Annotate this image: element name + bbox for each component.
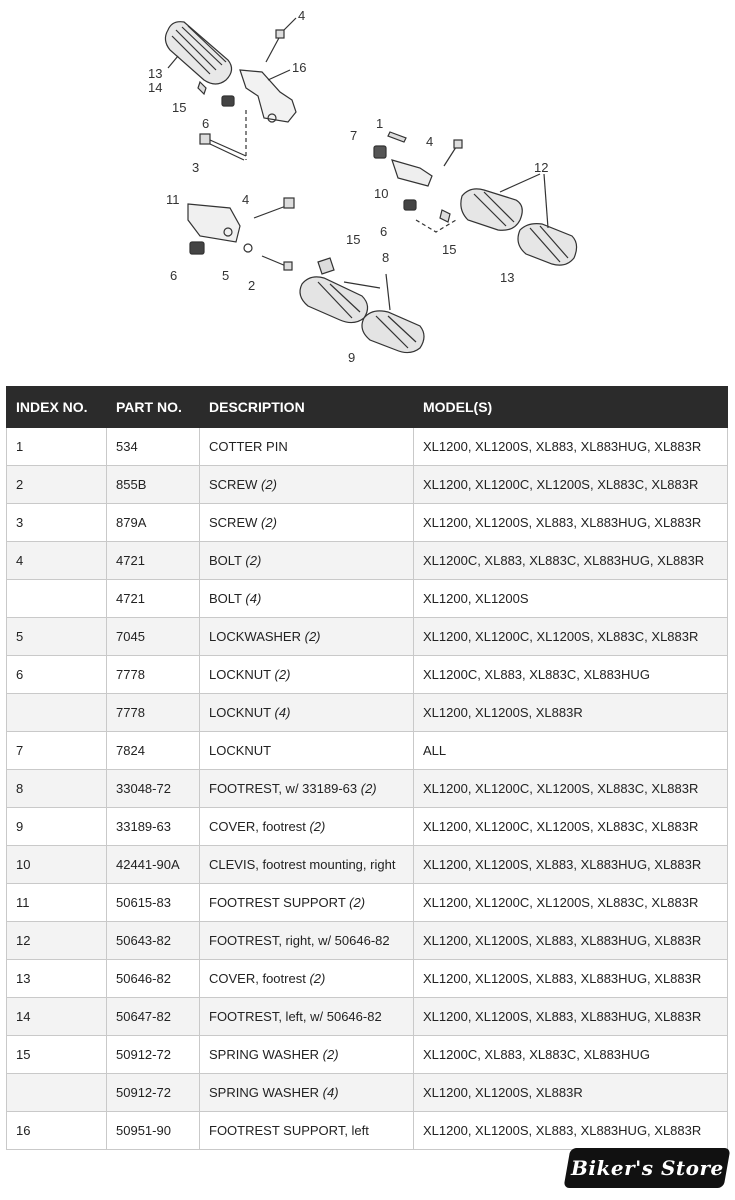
table-row [7,694,728,732]
table-row [7,1036,728,1074]
cell-part-no: 50951-90 [107,1112,200,1150]
cell-index: 16 [7,1112,107,1150]
description-text: FOOTREST SUPPORT [209,895,346,910]
cell-models: XL1200, XL1200S, XL883, XL883HUG, XL883R [414,428,728,466]
table-row [7,656,728,694]
cell-index: 7 [7,732,107,770]
quantity-text: (2) [274,667,291,682]
table-row [7,922,728,960]
description-text: FOOTREST, right, w/ 50646-82 [209,933,390,948]
cell-models: XL1200, XL1200S, XL883, XL883HUG, XL883R [414,504,728,542]
footrest-cover-9 [362,311,424,353]
cell-part-no: 42441-90A [107,846,200,884]
quantity-text: (2) [304,629,321,644]
spring-washer-15-top [198,82,206,94]
description-text: FOOTREST, left, w/ 50646-82 [209,1009,382,1024]
cell-index: 10 [7,846,107,884]
cell-index: 12 [7,922,107,960]
cell-part-no: 4721 [107,542,200,580]
cell-description [200,846,414,884]
cell-part-no: 879A [107,504,200,542]
quantity-text: (2) [309,819,326,834]
cell-index: 15 [7,1036,107,1074]
description-text: BOLT [209,553,242,568]
description-text: SCREW [209,477,258,492]
cell-index: 6 [7,656,107,694]
callout-label: 7 [350,128,358,143]
callout-label: 15 [346,232,361,247]
locknut-6-top [222,96,234,106]
description-text: CLEVIS, footrest mounting, right [209,857,396,872]
callout-label: 6 [170,268,178,283]
callout-label: 5 [222,268,230,283]
cell-index: 1 [7,428,107,466]
cell-models: XL1200, XL1200C, XL1200S, XL883C, XL883R [414,884,728,922]
quantity-text: (4) [274,705,291,720]
cell-index: 3 [7,504,107,542]
bolt-4-left [254,198,294,218]
description-text: SPRING WASHER [209,1047,320,1062]
cell-models: XL1200C, XL883, XL883C, XL883HUG, XL883R [414,542,728,580]
cell-part-no: 7045 [107,618,200,656]
screw-3 [200,134,246,160]
cell-index: 13 [7,960,107,998]
diagram-svg [0,0,735,380]
screw-2 [262,256,292,270]
cell-description [200,656,414,694]
cell-part-no: 7824 [107,732,200,770]
cell-part-no: 855B [107,466,200,504]
description-text: COTTER PIN [209,439,288,454]
callout-label: 1 [376,116,384,131]
spring-washer-15-bottom [318,258,334,274]
cell-part-no: 50912-72 [107,1074,200,1112]
cell-models: XL1200, XL1200C, XL1200S, XL883C, XL883R [414,618,728,656]
footrest-upper-left [165,22,231,84]
callout-label: 12 [534,160,549,175]
table-row [7,808,728,846]
cell-description [200,808,414,846]
description-text: COVER, footrest [209,971,306,986]
cell-description [200,998,414,1036]
cell-index [7,580,107,618]
table-row [7,884,728,922]
footrest-right-upper [461,189,522,230]
quantity-text: (4) [245,591,262,606]
table-row [7,542,728,580]
table-row [7,998,728,1036]
cell-models: XL1200, XL1200S, XL883, XL883HUG, XL883R [414,998,728,1036]
locknut-7 [374,146,386,158]
quantity-text: (2) [360,781,377,796]
callout-label: 6 [202,116,210,131]
quantity-text: (2) [261,477,277,492]
cell-part-no: 4721 [107,580,200,618]
cell-models: XL1200C, XL883, XL883C, XL883HUG [414,656,728,694]
callout-label: 6 [380,224,388,239]
parts-table [6,386,728,1150]
quantity-text: (2) [349,895,366,910]
table-row [7,580,728,618]
callout-label: 14 [148,80,163,95]
footrest-support-11 [188,204,240,242]
cell-models: XL1200, XL1200S, XL883, XL883HUG, XL883R [414,922,728,960]
table-row [7,1074,728,1112]
exploded-parts-diagram [0,0,735,380]
table-row [7,732,728,770]
callout-label: 16 [292,60,307,75]
cell-index: 14 [7,998,107,1036]
cell-description [200,922,414,960]
table-row [7,428,728,466]
description-text: FOOTREST SUPPORT, left [209,1123,369,1138]
cell-description [200,428,414,466]
cell-index [7,694,107,732]
cell-description [200,732,414,770]
table-row [7,466,728,504]
bolt-4-top [266,30,284,62]
locknut-6-left [190,242,204,254]
bikers-store-logo [563,1148,730,1188]
cell-description [200,466,414,504]
cell-models: XL1200, XL1200S [414,580,728,618]
cell-index [7,1074,107,1112]
callout-label: 8 [382,250,390,265]
cell-part-no: 50646-82 [107,960,200,998]
callout-label: 13 [500,270,515,285]
footrest-support-16 [240,70,296,122]
cell-index: 4 [7,542,107,580]
cell-models: XL1200, XL1200S, XL883R [414,694,728,732]
cell-index: 11 [7,884,107,922]
quantity-text: (2) [261,515,277,530]
table-header-row [7,387,728,428]
callout-label: 4 [242,192,250,207]
description-text: SCREW [209,515,258,530]
table-row [7,504,728,542]
locknut-6-right [404,200,416,210]
cell-description [200,504,414,542]
cell-part-no: 33189-63 [107,808,200,846]
callout-label: 11 [166,192,180,207]
spring-washer-15-right [440,210,450,222]
description-text: FOOTREST, w/ 33189-63 [209,781,358,796]
cell-models: XL1200, XL1200S, XL883, XL883HUG, XL883R [414,1112,728,1150]
cell-part-no: 50615-83 [107,884,200,922]
cell-part-no: 50912-72 [107,1036,200,1074]
table-row [7,770,728,808]
bolt-4-right [444,140,462,166]
callout-label: 2 [248,278,256,293]
callout-label: 4 [426,134,434,149]
cell-part-no: 50647-82 [107,998,200,1036]
description-text: LOCKWASHER [209,629,301,644]
table-row [7,846,728,884]
description-text: COVER, footrest [209,819,306,834]
callout-label: 3 [192,160,200,175]
table-row [7,618,728,656]
cell-description [200,580,414,618]
cotter-pin-1 [388,132,406,142]
cell-description [200,542,414,580]
cell-models: XL1200, XL1200C, XL1200S, XL883C, XL883R [414,770,728,808]
cell-part-no: 534 [107,428,200,466]
cell-models: XL1200, XL1200C, XL1200S, XL883C, XL883R [414,808,728,846]
cell-index: 5 [7,618,107,656]
cell-index: 2 [7,466,107,504]
callout-label: 15 [172,100,187,115]
callout-label: 15 [442,242,457,257]
callout-label: 9 [348,350,356,365]
callout-label: 4 [298,8,306,23]
cell-index: 9 [7,808,107,846]
clevis-10 [392,160,432,186]
cell-index: 8 [7,770,107,808]
cell-models: XL1200, XL1200S, XL883, XL883HUG, XL883R [414,960,728,998]
cell-description [200,1112,414,1150]
cell-models: XL1200C, XL883, XL883C, XL883HUG [414,1036,728,1074]
cell-models: ALL [414,732,728,770]
quantity-text: (2) [322,1047,339,1062]
cell-description [200,884,414,922]
lockwasher-5 [244,244,252,252]
cell-description [200,1036,414,1074]
quantity-text: (2) [245,553,262,568]
cell-models: XL1200, XL1200S, XL883, XL883HUG, XL883R [414,846,728,884]
cell-part-no: 50643-82 [107,922,200,960]
callout-label: 10 [374,186,389,201]
cell-part-no: 7778 [107,656,200,694]
quantity-text: (4) [322,1085,339,1100]
description-text: LOCKNUT [209,743,272,758]
table-row [7,1112,728,1150]
header-index: INDEX NO. [7,387,107,428]
cell-description [200,694,414,732]
quantity-text: (2) [309,971,326,986]
header-description: DESCRIPTION [200,387,414,428]
cell-description [200,618,414,656]
table-row [7,960,728,998]
cell-description [200,1074,414,1112]
cell-description [200,770,414,808]
description-text: LOCKNUT [209,667,271,682]
cell-part-no: 7778 [107,694,200,732]
footrest-right-lower [518,224,577,266]
header-part-no: PART NO. [107,387,200,428]
cell-description [200,960,414,998]
header-models: MODEL(S) [414,387,728,428]
cell-models: XL1200, XL1200S, XL883R [414,1074,728,1112]
cell-models: XL1200, XL1200C, XL1200S, XL883C, XL883R [414,466,728,504]
cell-part-no: 33048-72 [107,770,200,808]
description-text: BOLT [209,591,242,606]
logo-text: Biker's Store [570,1156,724,1180]
description-text: SPRING WASHER [209,1085,320,1100]
description-text: LOCKNUT [209,705,271,720]
callout-label: 13 [148,66,163,81]
